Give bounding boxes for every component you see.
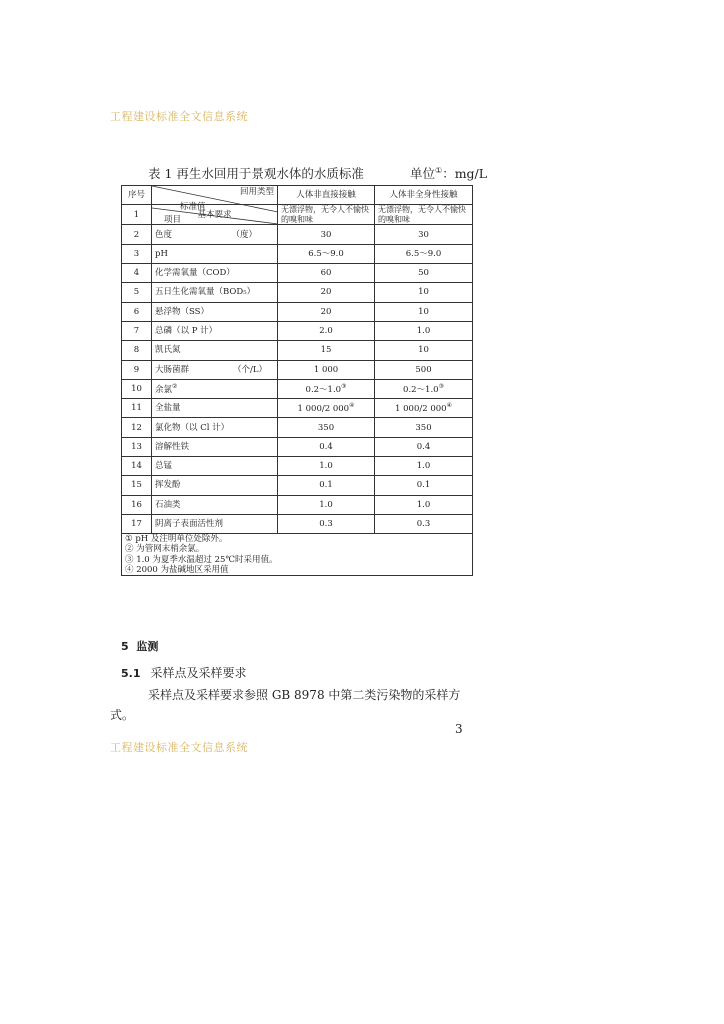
footnote-ref: ③ [341,383,347,390]
cell-non-direct-contact [278,476,375,495]
cell-non-direct-contact [278,399,375,418]
cell-non-direct-contact [278,341,375,360]
cell-item [152,205,278,225]
value: 6.5～9.0 [405,248,442,259]
cell-no: 11 [122,399,152,418]
cell-item [152,476,278,495]
header-col1: 人体非直接接触 [278,186,375,205]
item-name: 五日生化需氧量（BOD₅） [155,287,256,298]
value: 0.4 [416,441,431,452]
table-note: ② 为管网末梢余氯。 [125,544,205,555]
value: 30 [320,229,332,240]
cell-non-full-body-contact [375,264,473,283]
table-unit [410,164,487,182]
value: 无漂浮物，无令人不愉快的嗅和味 [378,205,466,224]
cell-no: 5 [122,283,152,302]
cell-item [152,360,278,379]
value: 0.2～1.0 [403,384,439,395]
cell-non-direct-contact [278,244,375,263]
header-col2: 人体非全身性接触 [375,186,473,205]
table-row [122,321,473,340]
cell-no: 2 [122,225,152,244]
cell-non-full-body-contact [375,437,473,456]
value: 1 000/2 000 [297,404,350,415]
unit-prefix: 单位 [410,166,436,181]
cell-non-direct-contact [278,264,375,283]
cell-non-direct-contact [278,514,375,533]
table-row [122,225,473,244]
value: 500 [415,364,432,375]
value: 15 [320,345,332,356]
cell-item [152,264,278,283]
cell-no: 1 [122,205,152,225]
cell-no: 12 [122,418,152,437]
table-row [122,379,473,398]
item-name: 石油类 [155,499,181,510]
value: 350 [415,422,432,433]
item-name: 全盐量 [155,403,181,414]
item-name: 化学需氧量（COD） [155,268,235,279]
cell-non-direct-contact [278,379,375,398]
table-note: ① pH 及注明单位处除外。 [125,534,228,545]
item-name: 悬浮物（SS） [155,306,209,317]
body-paragraph: 采样点及采样要求参照 GB 8978 中第二类污染物的采样方式。 [110,688,461,722]
cell-non-direct-contact [278,495,375,514]
table-note: ④ 2000 为盐碱地区采用值 [125,564,229,575]
page-number: 3 [455,722,463,736]
cell-non-full-body-contact [375,321,473,340]
value: 6.5～9.0 [308,248,344,259]
section-5-title: 监测 [136,640,159,653]
unit-sup: ① [435,165,443,175]
value: 0.3 [416,518,431,529]
footnote-ref: ④ [446,402,452,410]
cell-item [152,379,278,398]
cell-no: 15 [122,476,152,495]
item-unit: （个/L） [232,364,267,375]
cell-item [152,321,278,340]
item-name: 基本要求 [197,209,232,220]
cell-non-direct-contact [278,418,375,437]
table-notes [122,534,473,576]
cell-no: 17 [122,514,152,533]
table-title: 表 1 再生水回用于景观水体的水质标准 [148,166,364,181]
table-row [122,244,473,263]
cell-non-direct-contact [278,302,375,321]
table-row [122,514,473,533]
value: 1.0 [416,499,431,510]
item-name: 溶解性铁 [155,441,190,452]
cell-non-full-body-contact [375,244,473,263]
footnote-ref: ④ [349,402,355,410]
value: 0.2～1.0 [305,384,342,395]
table-note: ③ 1.0 为夏季水温超过 25℃时采用值。 [125,554,278,565]
cell-no: 3 [122,244,152,263]
footnote-ref: ② [172,383,178,390]
section-5-1-number: 5.1 [121,667,141,680]
header-diag-mid: 标准值 [180,202,206,212]
item-name: 大肠菌群 [155,364,190,375]
section-5-number: 5 [121,640,129,653]
cell-item [152,514,278,533]
cell-non-direct-contact [278,283,375,302]
item-name: 氯化物（以 Cl 计） [155,422,230,433]
cell-non-direct-contact [278,225,375,244]
value: 10 [418,345,429,356]
value: 2.0 [319,326,333,337]
value: 0.4 [319,441,333,452]
value: 350 [317,422,335,433]
watermark-bottom: 工程建设标准全文信息系统 [110,741,248,754]
cell-non-full-body-contact [375,476,473,495]
table-header-row [122,186,473,205]
cell-non-full-body-contact [375,514,473,533]
value: 1 000/2 000 [395,404,447,415]
item-name: 阴离子表面活性剂 [155,518,224,529]
table-row [122,418,473,437]
cell-no: 10 [122,379,152,398]
cell-no: 7 [122,321,152,340]
value: 无漂浮物，无令人不愉快的嗅和味 [281,205,369,224]
cell-non-direct-contact [278,321,375,340]
cell-no: 9 [122,360,152,379]
section-5-heading [121,638,158,654]
value: 20 [320,287,332,298]
value: 1 000 [313,364,339,375]
cell-non-full-body-contact [375,379,473,398]
cell-item [152,302,278,321]
footnote-ref: ③ [438,383,444,390]
cell-non-full-body-contact [375,360,473,379]
table-row [122,437,473,456]
item-name: 余氯 [155,384,173,395]
cell-non-full-body-contact [375,302,473,321]
cell-item [152,437,278,456]
table-caption [148,164,488,182]
water-quality-table [121,185,473,576]
table-row [122,495,473,514]
value: 1.0 [416,461,431,472]
header-seq: 序号 [122,186,152,205]
cell-non-full-body-contact [375,418,473,437]
cell-non-full-body-contact [375,283,473,302]
cell-item [152,225,278,244]
cell-item [152,341,278,360]
cell-no: 4 [122,264,152,283]
section-5-1-heading [121,664,247,681]
item-name: 凯氏氮 [155,345,181,356]
cell-no: 8 [122,341,152,360]
value: 1.0 [319,499,333,510]
cell-item [152,399,278,418]
item-name: 色度 [155,229,173,240]
cell-non-full-body-contact [375,495,473,514]
table-row [122,264,473,283]
item-name: 总磷（以 P 计） [155,326,218,337]
cell-non-full-body-contact [375,205,473,225]
table-notes-row [122,534,473,576]
watermark-top: 工程建设标准全文信息系统 [110,110,248,123]
header-diag-top: 回用类型 [239,187,274,197]
cell-item [152,457,278,476]
cell-no: 6 [122,302,152,321]
cell-no: 16 [122,495,152,514]
value: 60 [320,268,332,279]
item-name: 总锰 [155,461,173,472]
cell-non-full-body-contact [375,457,473,476]
table-row [122,457,473,476]
cell-item [152,495,278,514]
table-row [122,302,473,321]
cell-no: 14 [122,457,152,476]
value: 1.0 [416,326,431,337]
table-row [122,205,473,225]
cell-item [152,418,278,437]
header-diag-bottom: 项目 [164,215,182,225]
value: 0.1 [416,480,431,491]
item-name: pH [155,248,168,259]
cell-item [152,283,278,302]
value: 0.1 [319,480,333,491]
item-unit: （度） [231,229,257,240]
cell-no: 13 [122,437,152,456]
table-row [122,399,473,418]
cell-item [152,244,278,263]
cell-non-direct-contact [278,437,375,456]
table-row [122,360,473,379]
unit-value: ：mg/L [442,166,488,181]
value: 10 [418,287,429,298]
table-row [122,341,473,360]
cell-non-full-body-contact [375,341,473,360]
value: 10 [418,306,429,317]
cell-non-full-body-contact [375,399,473,418]
value: 1.0 [319,461,333,472]
cell-non-direct-contact [278,360,375,379]
cell-non-direct-contact [278,457,375,476]
value: 30 [418,229,429,240]
value: 50 [418,268,429,279]
item-name: 挥发酚 [155,480,181,491]
table-row [122,476,473,495]
table-row [122,283,473,302]
section-5-1-title: 采样点及采样要求 [150,666,247,680]
cell-non-full-body-contact [375,225,473,244]
value: 0.3 [319,518,333,529]
value: 20 [320,306,332,317]
cell-non-direct-contact [278,205,375,225]
